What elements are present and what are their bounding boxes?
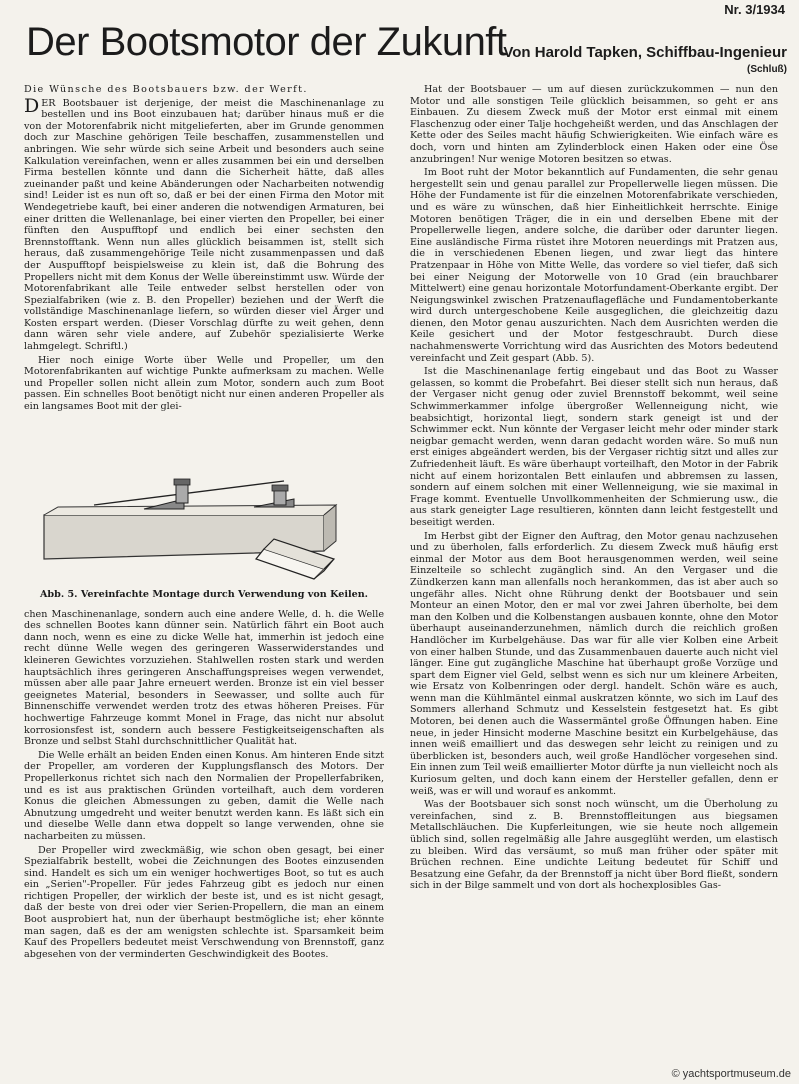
paragraph-text: ER Bootsbauer ist derjenige, der meist die Maschinenanlage zu bestellen und ins Boot einzubauen hat; darüber hinaus muß er die von der Motorenfabrik nicht mitgelieferten, aber im Grunde genommen doch zur Maschine gehörigen Teile beschaffen, zusammenstellen und anbringen. Wie sehr würde sich seine Arbeit und besonders auch seine Kalkulation vereinfachen, wenn er alles zusammen bei ein und derselben Firma bestellen könnte und dann die Sicherheit hätte, daß alles zueinander paßt und keine Abänderungen oder Nacharbeiten notwendig sind! Leider ist es nun oft so, daß er bei der einen Firma den Motor mit Wendegetriebe kauft, bei einer anderen die notwendigen Armaturen, bei einer dritten die Wellenanlage, bei einer vierten den Propeller, bei einer fünften den Auspufftopf und endlich bei einer sechsten den Brennstofftank. Wenn nun alles glücklich beisammen ist, stellt sich heraus, daß zusammengehörige Teile nicht zusammenpassen und daß der Auspufftopf beispielsweise zu klein ist, daß die Bohrung des Propellers nicht mit dem Konus der Welle übereinstimmt usw. Würde der Motorenfabrikant alle Teile entweder selbst herstellen oder von Spezialfabriken (wie z. B. den Propeller) beziehen und der Werft die vollständige Maschinenanlage liefern, so würden dieser viel Ärger und Kosten erspart werden. (Dieser Vorschlag dürfte zu weit gehen, denn dann wären sehr viele andere, auf Zubehör spezialisierte Werke lahmgelegt. Schriftl.) [24, 97, 384, 353]
wedge-mounting-illustration [24, 419, 384, 587]
paragraph: Hier noch einige Worte über Welle und Propeller, um den Motorenfabrikanten auf wichtige Punkte aufmerksam zu machen. Welle und Propeller sollen nicht allein zum Motor, sondern auch zum Boot passen. Ein schnelles Boot benötigt nicht nur einen anderen Propeller als ein langsames Boot mit der glei- [24, 354, 384, 413]
paragraph: chen Maschinenanlage, sondern auch eine andere Welle, d. h. die Welle des schnellen Bootes kann dünner sein. Natürlich fährt ein Boot auch dann noch, wenn es eine zu dicke Welle hat, immerhin ist jedoch eine recht dünne Welle wegen des geringeren Wasserwiderstandes und kleineren Gewichtes vorzuziehen. Stahlwellen rosten stark und werden hauptsächlich ihres geringeren Anschaffungspreises wegen verwendet, müssen aber alle paar Jahre erneuert werden. Bronze ist ein viel besser geeignetes Material, besonders in Seewasser, und sollte auch für Binnenschiffe verwendet werden trotz des etwas höheren Preises. Für hochwertige Fahrzeuge kommt Monel in Frage, das nicht nur absolut korrosionsfest ist, sondern auch bessere Festigkeitseigenschaften als Bronze und selbst Stahl durchschnittlicher Qualität hat. [24, 608, 384, 748]
author-line: Von Harold Tapken, Schiffbau-Ingenieur [503, 44, 787, 61]
paragraph: Hat der Bootsbauer — um auf diesen zurückzukommen — nun den Motor und alle sonstigen Teile glücklich beisammen, so geht er ans Einbauen. Zu diesem Zweck muß der Motor erst einmal mit einem Flaschenzug oder einer Talje hochgeheißt werden, und das Anschlagen der Kette oder des Seiles macht häufig Schwierigkeiten. Wie einfach wäre es doch, vorn und hinten am Zylinderblock einen Haken oder eine Öse anzubringen! Nur wenige Motoren besitzen so etwas. [410, 84, 778, 165]
issue-number: Nr. 3/1934 [724, 2, 785, 17]
continuation-note: (Schluß) [747, 64, 787, 75]
section-heading: Die Wünsche des Bootsbauers bzw. der Werft. [24, 84, 308, 95]
paragraph: Im Boot ruht der Motor bekanntlich auf Fundamenten, die sehr genau hergestellt sein und genau parallel zur Propellerwelle liegen müssen. Die Höhe der Fundamente ist für die einzelnen Motorenfabrikate verschieden, und es wäre zu wünschen, daß hier Einheitlichkeit herrschte. Einige Motoren benötigen Träger, die in ein und derselben Ebene mit der Propellerwelle liegen, andere solche, die darüber oder darunter liegen. Eine ausländische Firma rüstet ihre Motoren neuerdings mit Pratzen aus, die in verschiedenen Ebenen liegen, und zwar liegt das hintere Pratzenpaar in Höhe von Mitte Welle, das vordere so viel tiefer, daß sich bei einer Neigung der Motorwelle von 10 Grad (ein brauchbarer Mittelwert) eine genau horizontale Motorfundament-Oberkante ergibt. Der Neigungswinkel zwischen Pratzenauflagefläche und Fundamentoberkante wird durch untergeschobene Keile ausgeglichen, die gleichzeitig dazu dienen, den Motor genau auszurichten. Nach dem Ausrichten werden die Keile gesichert und der Motor festgeschraubt. Durch diese nachahmenswerte Vorrichtung wird das Ausrichten des Motors bedeutend vereinfacht und Zeit gespart (Abb. 5). [410, 167, 778, 364]
drop-cap: D [24, 94, 40, 117]
figure-abb-5 [24, 419, 384, 605]
paragraph: Ist die Maschinenanlage fertig eingebaut und das Boot zu Wasser gelassen, so kommt die Probefahrt. Bei dieser stellt sich nun heraus, daß der Vergaser nicht genug oder zuviel Brennstoff bekommt, weil seine Schwimmerkammer infolge übergroßer Wellenneigung nicht, wie beabsichtigt, horizontal liegt, sondern stark geneigt ist und der Schwimmer eckt. Nun könnte der Vergaser leicht mehr oder minder stark neigbar gemacht werden, wenn daran gedacht worden wäre. So muß nun erst einiges abgeändert werden, bis der Vergaser richtig sitzt und alles zur Zufriedenheit läuft. Es wäre überhaupt vorteilhaft, den Motor in der Fabrik nicht auf einem horizontalen Bett einlaufen und abbremsen zu lassen, sondern auf einem solchen mit einer Wellenneigung, wie sie maximal in Frage kommt. Eventuelle Unvollkommenheiten der Schmierung usw., die aus stark geneigter Lage resultieren, könnten dann leicht festgestellt und beseitigt werden. [410, 366, 778, 528]
left-column [24, 84, 384, 962]
paragraph: Der Propeller wird zweckmäßig, wie schon oben gesagt, bei einer Spezialfabrik bestellt, wobei die Zeichnungen des Bootes einzusenden sind. Handelt es sich um ein weniger hochwertiges Boot, so tut es auch ein „Serien"-Propeller. Für jedes Fahrzeug gibt es jedoch nur einen richtigen Propeller, der wirklich der beste ist, und es ist nicht gesagt, daß der beste von drei oder vier Serien-Propellern, die man an einem Boot ausprobiert hat, nun der überhaupt bestmögliche ist; eher könnte man sagen, daß es der am wenigsten schlechte ist. Sparsamkeit beim Kauf des Propellers bedeutet meist Verschwendung von Brennstoff, ganz abgesehen von der verminderten Geschwindigkeit des Bootes. [24, 844, 384, 960]
article-title: Der Bootsmotor der Zukunft [26, 20, 507, 64]
byline [503, 44, 787, 75]
right-column [410, 84, 778, 894]
paragraph: Die Welle erhält an beiden Enden einen Konus. Am hinteren Ende sitzt der Propeller, am vorderen der Kupplungsflansch des Motors. Der Propellerkonus richtet sich nach den Normalien der Propellerfabriken, und es ist aus praktischen Gründen vorteilhaft, auch dem vorderen Konus die gleichen Abmessungen zu geben, damit die Welle nach Abnutzung umgedreht und weiter benutzt werden kann. Es läßt sich ein und dieselbe Welle dann etwa doppelt so lange verwenden, ohne sie nacharbeiten zu müssen. [24, 749, 384, 842]
paragraph: Was der Bootsbauer sich sonst noch wünscht, um die Überholung zu vereinfachen, sind z. B. Brennstoffleitungen aus biegsamen Metallschläuchen. Die Kupferleitungen, wie sie heute noch allgemein üblich sind, sollen regelmäßig alle Jahre ausgeglüht werden, um elastisch zu bleiben. Wird das versäumt, so muß man früher oder später mit Brüchen rechnen. Eine undichte Leitung bedeutet für Schiff und Besatzung eine Gefahr, da der Brennstoff ja nicht über Bord fließt, sondern sich in der Bilge sammelt und von dort als hochexplosibles Gas- [410, 799, 778, 892]
watermark: © yachtsportmuseum.de [671, 1068, 791, 1080]
figure-caption: Abb. 5. Vereinfachte Montage durch Verwendung von Keilen. [39, 588, 369, 600]
paragraph [24, 94, 384, 353]
bolt-left [176, 483, 188, 503]
paragraph: Im Herbst gibt der Eigner den Auftrag, den Motor genau nachzusehen und zu überholen, falls erforderlich. Zu diesem Zweck muß häufig erst einmal der Motor aus dem Boot herausgenommen werden, weil seine Einzelteile so schlecht zugänglich sind. An den Vergaser und die Zündkerzen kann man allenfalls noch herankommen, das ist aber auch so ungefähr alles. Nicht ohne Rührung denkt der Bootsbauer und sein Monteur an einen Motor, den er mal vor zwei Jahren überholte, bei dem man den Kolben und die Kolbenstangen ausbauen konnte, ohne den Motor überhaupt auseinanderzunehmen, nämlich durch die reichlich großen Handlöcher im Kurbelgehäuse. Das war für alle vier Kolben eine Arbeit von einer halben Stunde, und das Zusammenbauen dauerte auch nicht viel länger. Eine gut zugängliche Maschine hat überhaupt große Vorzüge und spart dem Eigner viel Geld, selbst wenn es sich nur um kleinere Arbeiten, wie Ersatz von Kolbenringen oder dergl. handelt. Schön wäre es auch, wenn man die Kühlmäntel einmal auskratzen könnte, wo sich im Lauf des Sommers allerhand Schmutz und Kesselstein festgesetzt hat. Es gibt Motoren, bei denen auch die Wassermäntel große Öffnungen haben. Eine neue, in jeder Hinsicht moderne Maschine besitzt ein Kurbelgehäuse, das innen weiß emailliert und das deswegen sehr leicht zu reinigen und zu überblicken ist, besonders auch, weil große Handlöcher vorgesehen sind. Ein innen zum Teil weiß emaillierter Motor dürfte ja nun vielleicht noch als Kuriosum gelten, und doch kann einem der Hersteller gefallen, denn er weiß, was er will und worauf es ankommt. [410, 530, 778, 797]
